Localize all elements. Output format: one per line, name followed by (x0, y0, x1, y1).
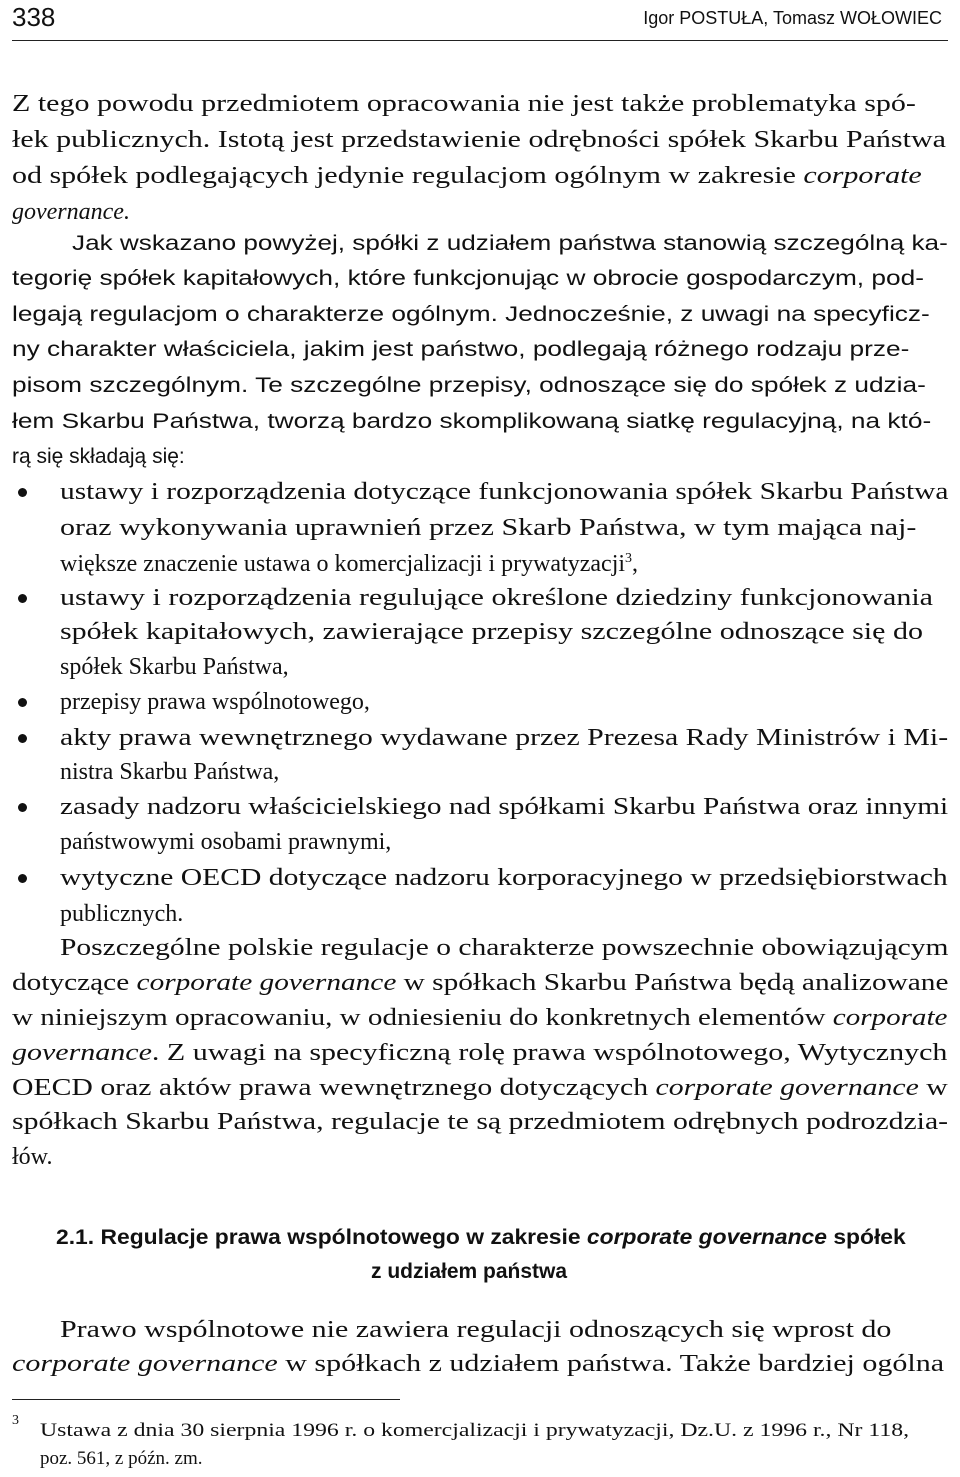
page-number: 338 (12, 2, 56, 32)
text-span: od spółek podlegających jedynie regulacjom ogólnym w zakresie (12, 163, 804, 189)
bullet-icon (18, 698, 27, 707)
text-line: Poszczególne polskie regulacje o charakterze powszechnie obowiązującym (60, 935, 949, 961)
text-line (12, 1006, 947, 1030)
bullet-icon (18, 874, 27, 883)
text-line: Prawo wspólnotowe nie zawiera regulacji odnoszących się wprost do (60, 1317, 892, 1343)
text-line: łem Skarbu Państwa, tworzą bardzo skomplikowaną siatkę regulacyjną, na któ- (12, 410, 932, 433)
text-line (12, 1352, 944, 1376)
list-item-line: publicznych. (60, 901, 184, 927)
text-span: , (632, 551, 639, 577)
text-line: rą się składają się: (12, 445, 185, 468)
running-head-authors: Igor POSTUŁA, Tomasz WOŁOWIEC (643, 8, 942, 28)
bullet-icon (18, 488, 27, 497)
text-span: w spółkach Skarbu Państwa będą analizowane (396, 970, 949, 996)
text-span: . Z uwagi na specyficzną rolę prawa wspólnotowego, Wytycznych (151, 1040, 948, 1066)
text-span: spółek (826, 1226, 906, 1249)
list-item-line: ustawy i rozporządzenia dotyczące funkcjonowania spółek Skarbu Państwa (60, 479, 949, 505)
list-item-line (60, 552, 638, 576)
text-line: łów. (12, 1144, 53, 1170)
italic-term: corporate governance (586, 1226, 827, 1249)
page-header (12, 0, 948, 41)
text-span: w spółkach z udziałem państwa. Także bardziej ogólna (277, 1351, 945, 1377)
text-span: w niniejszym opracowaniu, w odniesieniu do konkretnych elementów (12, 1005, 833, 1031)
text-line (12, 164, 922, 188)
list-item-line: nistra Skarbu Państwa, (60, 759, 280, 785)
list-item-line: wytyczne OECD dotyczące nadzoru korporacyjnego w przedsiębiorstwach (60, 865, 948, 891)
text-line: łek publicznych. Istotą jest przedstawienie odrębności spółek Skarbu Państwa (12, 127, 946, 153)
text-line: spółkach Skarbu Państwa, regulacje te są przedmiotem odrębnych podrozdzia- (12, 1109, 949, 1135)
italic-term: governance. (12, 199, 130, 225)
list-item-line: zasady nadzoru właścicielskiego nad spółkami Skarbu Państwa oraz innymi (60, 794, 949, 820)
text-span: OECD oraz aktów prawa wewnętrznego dotyczących (12, 1075, 656, 1101)
text-line: legają regulacjom o charakterze ogólnym. Jednocześnie, z uwagi na specyficz- (12, 303, 930, 326)
bullet-icon (18, 734, 27, 743)
text-span: w (918, 1075, 948, 1101)
text-line (12, 200, 130, 224)
text-line (12, 1041, 947, 1065)
text-line (12, 1076, 948, 1100)
list-item-line: państwowymi osobami prawnymi, (60, 829, 392, 855)
text-line: tegorię spółek kapitałowych, które funkcjonując w obrocie gospodarczym, pod- (12, 267, 924, 290)
list-item-line: przepisy prawa wspólnotowego, (60, 689, 370, 715)
italic-term: corporate (832, 1005, 948, 1031)
section-number: 2.1. (56, 1226, 95, 1249)
text-span: większe znaczenie ustawa o komercjalizacji i prywatyzacji (60, 551, 626, 577)
footnote-mark: 3 (12, 1413, 19, 1428)
footnote-line: Ustawa z dnia 30 sierpnia 1996 r. o komercjalizacji i prywatyzacji, Dz.U. z 1996 r., Nr 118, (40, 1420, 910, 1441)
italic-term: corporate governance (136, 970, 397, 996)
text-line: Z tego powodu przedmiotem opracowania nie jest także problematyka spó- (12, 91, 916, 117)
bullet-icon (18, 803, 27, 812)
list-item-line: ustawy i rozporządzenia regulujące określone dziedziny funkcjonowania (60, 585, 933, 611)
text-line (12, 971, 948, 995)
text-line: pisom szczególnym. Te szczególne przepisy, odnoszące się do spółek z udzia- (12, 374, 926, 397)
bullet-icon (18, 594, 27, 603)
footnote-divider (12, 1399, 400, 1400)
list-item-line: akty prawa wewnętrznego wydawane przez Prezesa Rady Ministrów i Mi- (60, 725, 949, 751)
italic-term: corporate (803, 163, 922, 189)
italic-term: corporate governance (12, 1351, 278, 1377)
list-item-line: oraz wykonywania uprawnień przez Skarb Państwa, w tym mająca naj- (60, 515, 917, 541)
footnote-line: poz. 561, z późn. zm. (40, 1448, 203, 1469)
footnote-ref: 3 (625, 551, 633, 566)
italic-term: governance (12, 1040, 152, 1066)
list-item-line: spółek Skarbu Państwa, (60, 654, 289, 680)
list-item-line: spółek kapitałowych, zawierające przepisy szczególne odnoszące się do (60, 619, 923, 645)
section-title-line (56, 1226, 906, 1250)
text-span: dotyczące (12, 970, 137, 996)
text-span: Regulacje prawa wspólnotowego w zakresie (100, 1226, 587, 1249)
text-line: ny charakter właściciela, jakim jest państwo, podlegają różnego rodzaju prze- (12, 338, 910, 361)
italic-term: corporate governance (655, 1075, 919, 1101)
text-line: Jak wskazano powyżej, spółki z udziałem państwa stanowią szczególną ka- (72, 232, 948, 255)
section-title-line: z udziałem państwa (371, 1260, 568, 1283)
